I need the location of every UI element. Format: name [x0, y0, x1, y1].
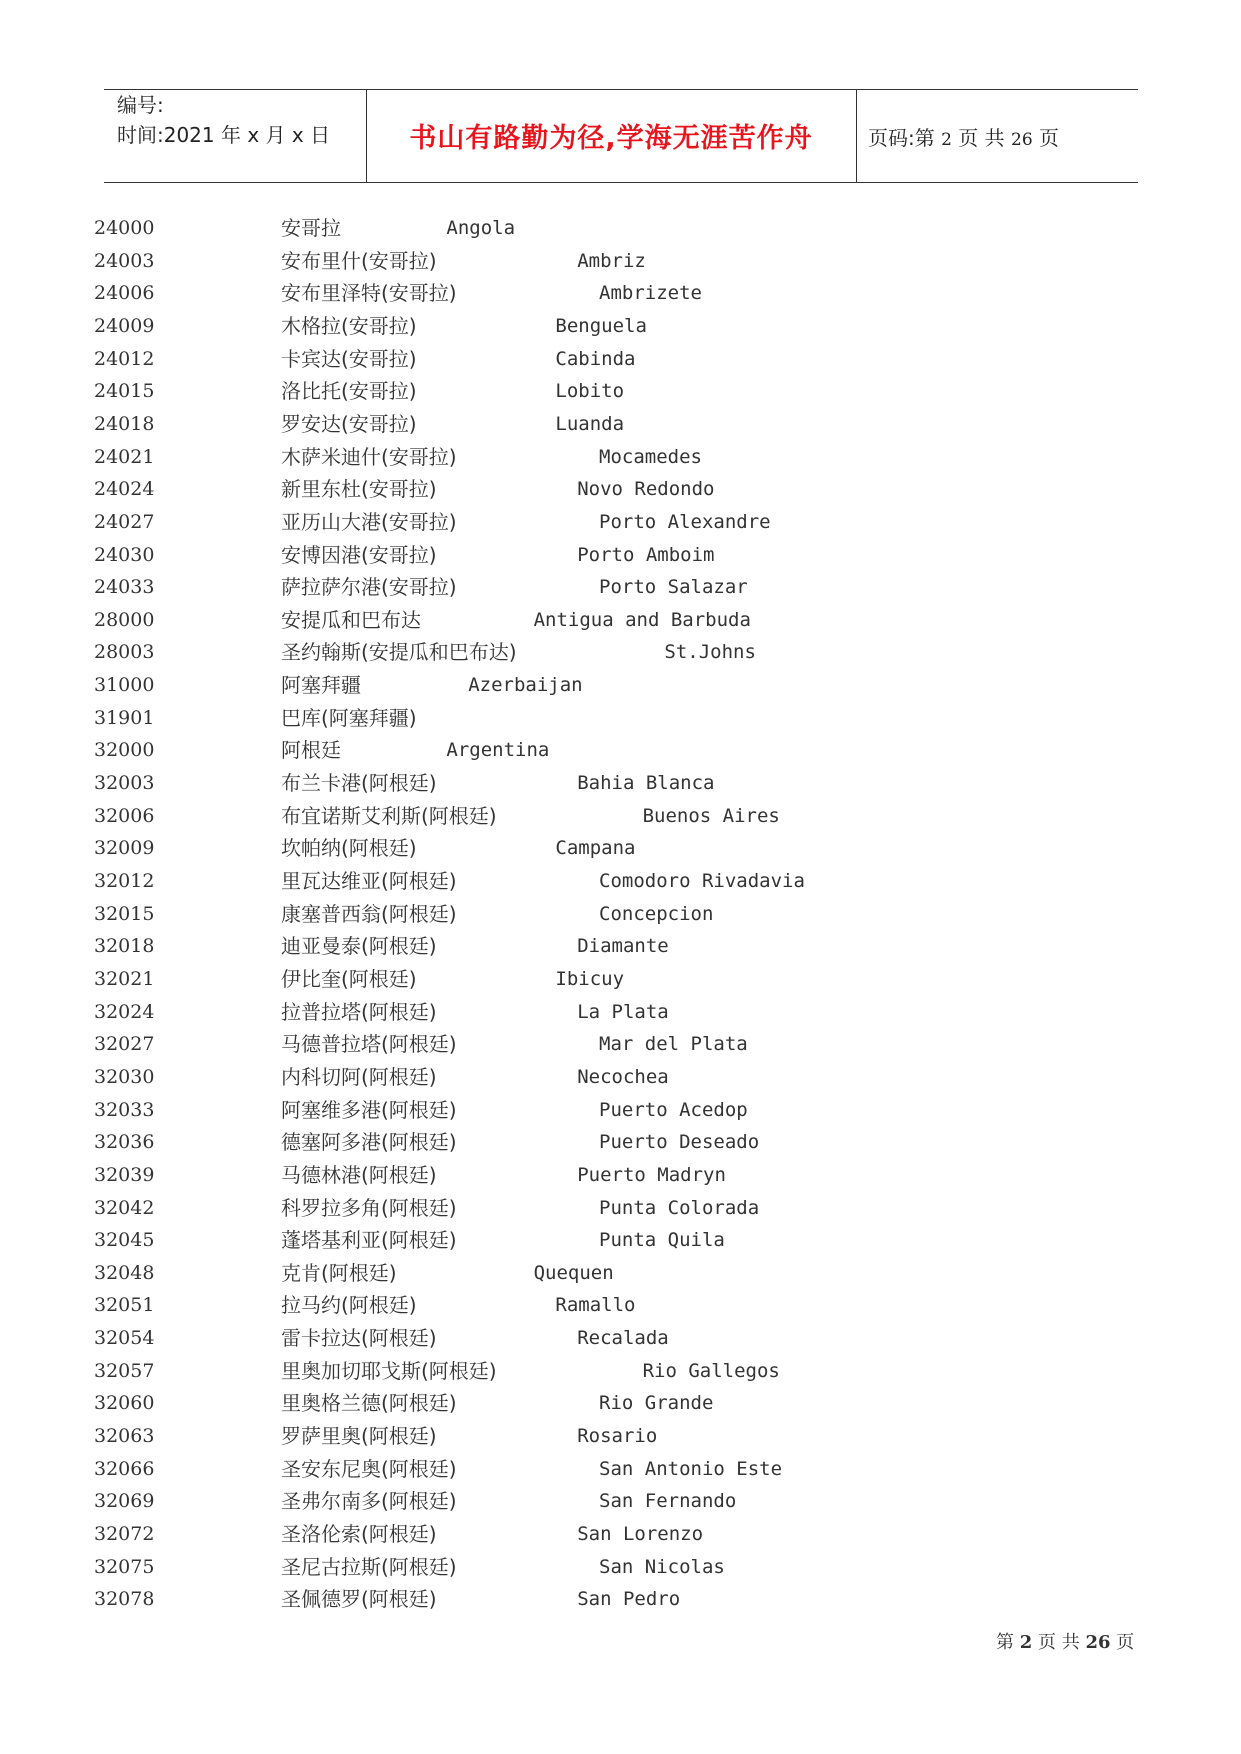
port-code: 24021 [94, 445, 155, 468]
port-code: 32015 [94, 902, 155, 925]
header-page-suffix: 页 [1039, 126, 1060, 150]
port-code: 24003 [94, 249, 155, 272]
port-name-english: Concepcion [599, 902, 714, 925]
port-name-english: Ramallo [555, 1294, 636, 1317]
footer-page-number: 2 [1019, 1632, 1033, 1653]
header-motto: 书山有路勤为径,学海无涯苦作舟 [409, 123, 813, 154]
port-name-english: Comodoro Rivadavia [599, 870, 805, 892]
port-code: 32063 [94, 1425, 155, 1448]
port-code: 32072 [94, 1523, 155, 1545]
port-name-chinese: 罗安达(安哥拉) [281, 411, 417, 436]
port-name-chinese: 布兰卡港(阿根廷) [281, 771, 437, 796]
document-number-label: 编号: [117, 93, 164, 117]
port-name-english: La Plata [577, 1000, 669, 1023]
port-name-chinese: 卡宾达(安哥拉) [281, 346, 417, 371]
port-code: 24006 [94, 282, 155, 305]
port-name-english: Campana [555, 837, 636, 860]
port-name-english: Diamante [577, 935, 669, 958]
port-name-english: Punta Quila [599, 1229, 725, 1252]
port-name-english: Mar del Plata [599, 1033, 748, 1056]
port-name-chinese: 圣安东尼奥(阿根廷) [281, 1456, 457, 1481]
port-name-english: Luanda [555, 412, 625, 435]
port-name-chinese: 安布里什(安哥拉) [281, 248, 437, 273]
port-name-english: Rio Grande [599, 1392, 714, 1415]
port-name-chinese: 阿塞拜疆 [281, 673, 361, 698]
port-code: 24018 [94, 412, 155, 435]
port-name-chinese: 罗萨里奥(阿根廷) [281, 1424, 437, 1449]
port-code: 32024 [94, 1000, 155, 1023]
port-code: 24012 [94, 347, 155, 370]
footer-suffix: 页 [1116, 1632, 1135, 1653]
port-code: 32066 [94, 1457, 155, 1480]
port-name-chinese: 里瓦达维亚(阿根廷) [281, 869, 457, 893]
port-name-english: Punta Colorada [599, 1196, 760, 1219]
port-name-chinese: 安哥拉 [281, 216, 341, 240]
port-name-chinese: 里奥加切耶戈斯(阿根廷) [281, 1358, 497, 1383]
port-code: 32012 [94, 870, 155, 892]
port-name-english: Cabinda [555, 347, 636, 370]
port-code: 24024 [94, 478, 155, 501]
header-page-mid: 页 共 [958, 126, 1005, 150]
port-name-english: San Nicolas [599, 1555, 725, 1578]
port-name-chinese: 安布里泽特(安哥拉) [281, 281, 457, 306]
port-name-english: Novo Redondo [577, 478, 715, 501]
port-code: 32027 [94, 1033, 155, 1056]
port-name-chinese: 圣佩德罗(阿根廷) [281, 1587, 437, 1612]
port-code: 28000 [94, 608, 155, 631]
port-name-english: Lobito [555, 380, 625, 403]
footer-prefix: 第 [996, 1632, 1014, 1653]
port-name-english: Puerto Acedop [599, 1098, 748, 1121]
port-code: 32006 [94, 804, 155, 827]
header-divider-right [856, 89, 857, 183]
page-footer [996, 1628, 1134, 1654]
port-code: 32057 [94, 1359, 155, 1382]
port-code: 31901 [94, 706, 155, 729]
port-code: 32045 [94, 1229, 155, 1252]
port-name-english: Rosario [577, 1425, 658, 1448]
port-code: 32003 [94, 772, 155, 795]
port-name-chinese: 布宜诺斯艾利斯(阿根廷) [281, 803, 497, 828]
port-name-english: San Lorenzo [577, 1523, 704, 1545]
port-name-chinese: 马德林港(阿根廷) [281, 1162, 437, 1187]
header-meta [117, 90, 330, 150]
port-name-english: Recalada [577, 1327, 669, 1350]
port-name-english: Porto Amboim [577, 543, 715, 566]
port-name-chinese: 科罗拉多角(阿根廷) [281, 1195, 457, 1220]
port-name-chinese: 圣洛伦索(阿根廷) [281, 1522, 437, 1546]
port-name-chinese: 坎帕纳(阿根廷) [281, 836, 417, 861]
port-name-english: San Antonio Este [599, 1457, 783, 1480]
port-code: 24015 [94, 380, 155, 403]
port-name-chinese: 萨拉萨尔港(安哥拉) [281, 575, 457, 600]
header-page-total: 26 [1011, 130, 1033, 150]
port-name-chinese: 阿塞维多港(阿根廷) [281, 1097, 457, 1122]
port-name-chinese: 拉马约(阿根廷) [281, 1293, 417, 1318]
port-name-chinese: 里奥格兰德(阿根廷) [281, 1391, 457, 1416]
port-name-english: Benguela [555, 314, 647, 337]
port-name-chinese: 克肯(阿根廷) [281, 1260, 397, 1285]
port-name-chinese: 亚历山大港(安哥拉) [281, 509, 457, 534]
port-name-chinese: 安提瓜和巴布达 [281, 607, 421, 632]
port-code: 32054 [94, 1327, 155, 1350]
port-name-english: Bahia Blanca [577, 772, 715, 795]
footer-page-total: 26 [1085, 1632, 1111, 1653]
port-code: 32018 [94, 935, 155, 958]
port-name-chinese: 木格拉(安哥拉) [281, 313, 417, 338]
port-code: 32078 [94, 1588, 155, 1611]
port-name-english: Rio Gallegos [642, 1359, 780, 1382]
port-name-english: St.Johns [664, 641, 756, 664]
port-name-english: Mocamedes [599, 445, 702, 468]
port-code: 32036 [94, 1131, 155, 1154]
port-name-chinese: 圣约翰斯(安提瓜和巴布达) [281, 640, 517, 665]
port-code: 28003 [94, 641, 155, 664]
port-code: 32033 [94, 1098, 155, 1121]
port-name-chinese: 圣弗尔南多(阿根廷) [281, 1489, 457, 1514]
port-name-english: Azerbaijan [468, 674, 583, 697]
port-name-english: Quequen [533, 1261, 614, 1284]
port-code: 32048 [94, 1261, 155, 1284]
header-page-prefix: 页码:第 [868, 126, 935, 150]
port-code: 32042 [94, 1196, 155, 1219]
port-code: 32060 [94, 1392, 155, 1415]
port-name-chinese: 圣尼古拉斯(阿根廷) [281, 1554, 457, 1579]
port-name-chinese: 巴库(阿塞拜疆) [281, 705, 417, 730]
port-name-english: San Fernando [599, 1490, 737, 1513]
port-code: 32069 [94, 1490, 155, 1513]
footer-mid: 页 共 [1038, 1632, 1080, 1653]
port-code: 32039 [94, 1163, 155, 1186]
port-name-chinese: 安博因港(安哥拉) [281, 542, 437, 567]
port-name-chinese: 德塞阿多港(阿根廷) [281, 1130, 457, 1155]
port-code: 24030 [94, 543, 155, 566]
port-name-chinese: 新里东杜(安哥拉) [281, 477, 437, 502]
port-code: 31000 [94, 674, 155, 697]
port-code: 32030 [94, 1065, 155, 1088]
port-name-chinese: 洛比托(安哥拉) [281, 379, 417, 404]
port-name-chinese: 阿根廷 [281, 738, 341, 763]
port-name-english: Antigua and Barbuda [533, 608, 751, 631]
port-name-chinese: 雷卡拉达(阿根廷) [281, 1326, 437, 1351]
document-time-label: 时间:2021 年 x 月 x 日 [117, 123, 331, 147]
port-code: 32051 [94, 1294, 155, 1317]
port-code: 24033 [94, 576, 155, 599]
port-code: 32021 [94, 967, 155, 990]
header-page-number: 2 [941, 130, 952, 150]
port-name-english: Ambrizete [599, 282, 702, 305]
port-code: 32000 [94, 739, 155, 762]
port-name-english: Buenos Aires [642, 804, 780, 827]
port-name-english: Puerto Deseado [599, 1131, 760, 1154]
port-name-chinese: 拉普拉塔(阿根廷) [281, 999, 437, 1024]
port-code: 24009 [94, 314, 155, 337]
port-code: 32075 [94, 1555, 155, 1578]
port-name-english: Argentina [446, 739, 550, 762]
port-name-english: Ibicuy [555, 967, 625, 990]
port-name-chinese: 伊比奎(阿根廷) [281, 966, 417, 991]
port-name-english: Puerto Madryn [577, 1163, 726, 1186]
port-code: 24000 [94, 217, 155, 239]
port-code: 32009 [94, 837, 155, 860]
port-name-english: Porto Salazar [599, 576, 748, 599]
port-name-chinese: 木萨米迪什(安哥拉) [281, 444, 457, 469]
port-name-chinese: 内科切阿(阿根廷) [281, 1064, 437, 1089]
port-name-chinese: 迪亚曼泰(阿根廷) [281, 934, 437, 959]
port-code: 24027 [94, 510, 155, 533]
header-bottom-rule [104, 182, 1138, 183]
port-name-english: Necochea [577, 1065, 669, 1088]
port-name-chinese: 蓬塔基利亚(阿根廷) [281, 1228, 457, 1253]
header-page-indicator [868, 122, 1059, 151]
port-name-english: Angola [446, 217, 516, 239]
port-name-english: Porto Alexandre [599, 510, 771, 533]
port-name-english: Ambriz [577, 249, 646, 272]
port-name-chinese: 康塞普西翁(阿根廷) [281, 901, 457, 926]
port-name-english: San Pedro [577, 1588, 681, 1611]
port-name-chinese: 马德普拉塔(阿根廷) [281, 1032, 457, 1057]
